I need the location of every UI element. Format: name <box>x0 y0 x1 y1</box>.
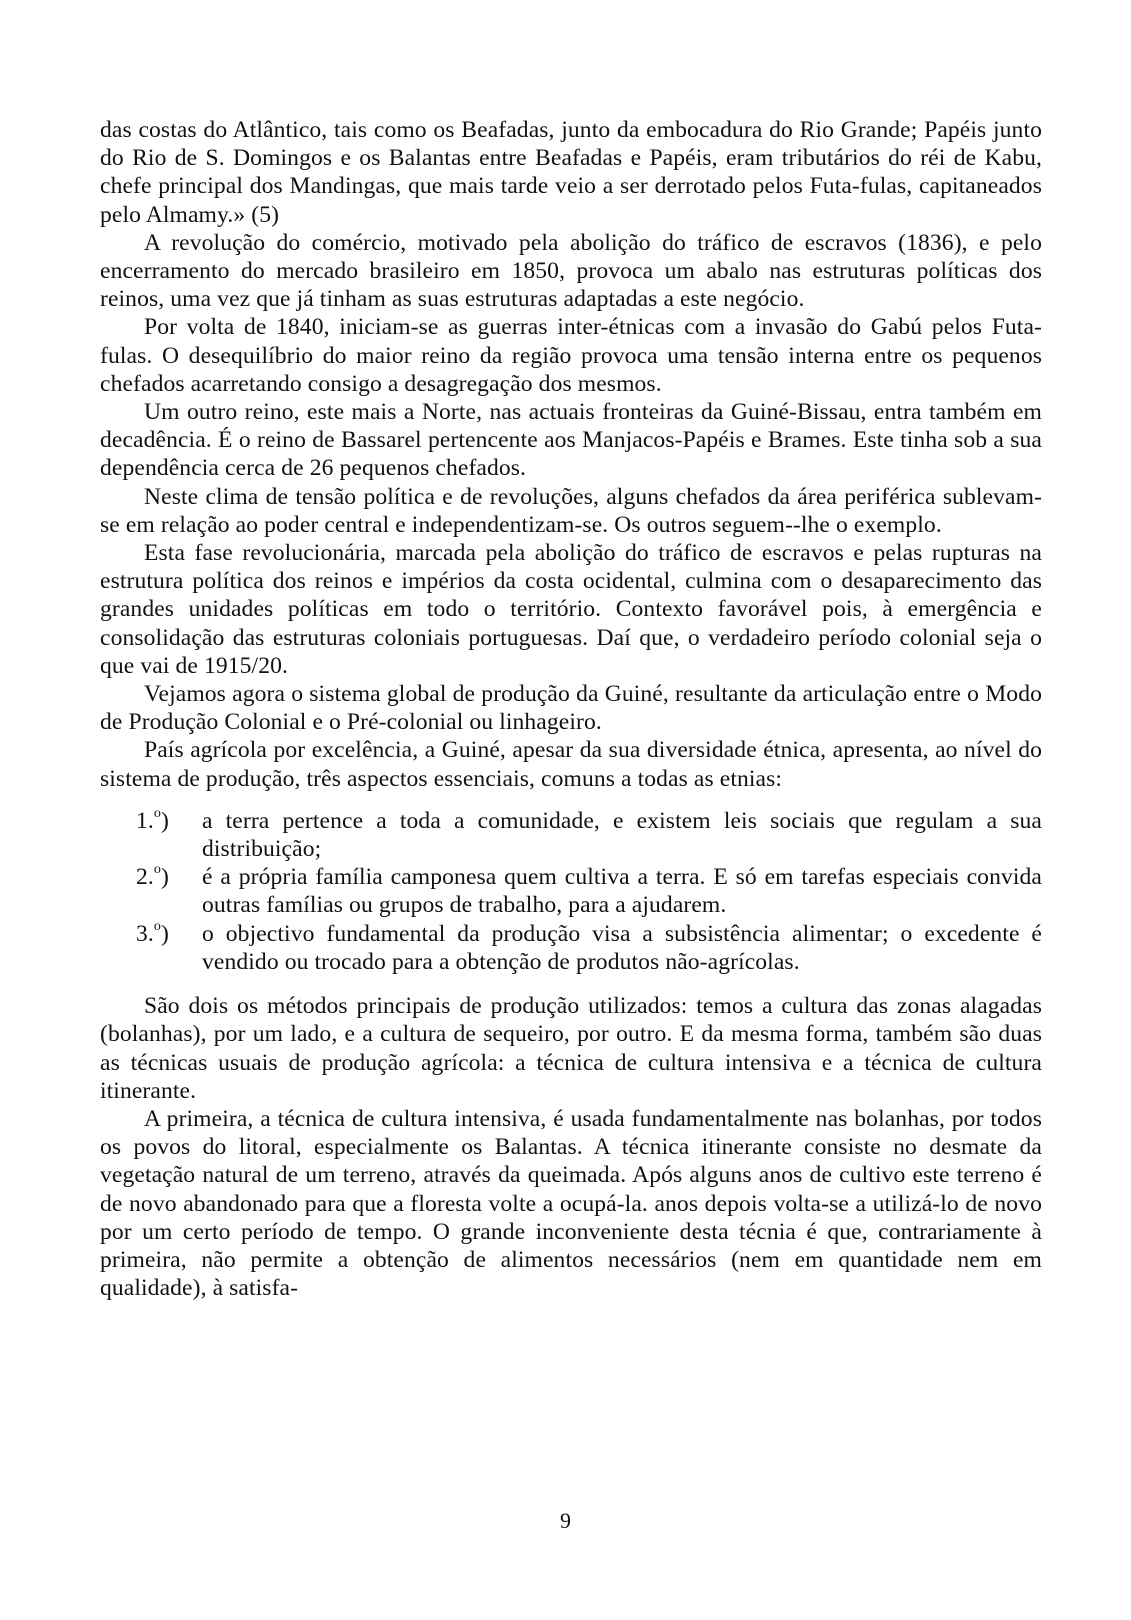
list-item-text: a terra pertence a toda a comunidade, e existem leis sociais que regulam a sua distribuição; <box>202 807 1042 863</box>
list-item-text: o objectivo fundamental da produção visa a subsistência alimentar; o excedente é vendido ou trocado para a obtenção de produtos não-agrícolas. <box>202 920 1042 975</box>
paragraph: São dois os métodos principais de produção utilizados: temos a cultura das zonas alagadas (bolanhas), por um lado, e a cultura de sequeiro, por outro. E da mesma forma, também são duas as técnicas usuais de produção agrícola: a técnica de cultura intensiva e a técnica de cultura itinerante. <box>100 993 1042 1104</box>
list-item-text: é a própria família camponesa quem cultiva a terra. E só em tarefas especiais convida outras famílias ou grupos de trabalho, para a ajudarem. <box>202 864 1042 919</box>
paragraph: Esta fase revolucionária, marcada pela abolição do tráfico de escravos e pelas rupturas na estrutura política dos reinos e impérios da costa ocidental, culmina com o desaparecimento das grandes unidades políticas em todo o território. Contexto favorável pois, à emergência e consolidação das estruturas coloniais portuguesas. Daí que, o verdadeiro período colonial seja o que vai de 1915/20. <box>100 540 1042 679</box>
list-marker: 3.$^o$) <box>136 918 169 947</box>
aspects-list <box>100 807 1042 976</box>
list-marker: 2.$^o$) <box>136 862 169 891</box>
paragraph: Um outro reino, este mais a Norte, nas actuais fronteiras da Guiné-Bissau, entra também em decadência. É o reino de Bassarel pertencente aos Manjacos-Papéis e Brames. Este tinha sob a sua dependência cerca de 26 pequenos chefados. <box>100 399 1042 482</box>
paragraph: País agrícola por excelência, a Guiné, apesar da sua diversidade étnica, apresenta, ao nível do sistema de produção, três aspectos essenciais, comuns a todas as etnias: <box>100 737 1042 792</box>
list-item <box>100 863 1042 919</box>
paragraph: Neste clima de tensão política e de revoluções, alguns chefados da área periférica sublevam-se em relação ao poder central e independentizam-se. Os outros seguem--lhe o exemplo. <box>100 483 1042 538</box>
paragraph: das costas do Atlântico, tais como os Beafadas, junto da embocadura do Rio Grande; Papéis junto do Rio de S. Domingos e os Balantas entre Beafadas e Papéis, eram tributários do réi de Kabu, chefe principal dos Mandingas, que mais tarde veio a ser derrotado pelos Futa-fulas, capitaneados pelo Almamy.» (5) <box>100 117 1042 228</box>
paragraph: Por volta de 1840, iniciam-se as guerras inter-étnicas com a invasão do Gabú pelos Futa-fulas. O desequilíbrio do maior reino da região provoca uma tensão interna entre os pequenos chefados acarretando consigo a desagregação dos mesmos. <box>100 314 1042 397</box>
paragraph: A primeira, a técnica de cultura intensiva, é usada fundamentalmente nas bolanhas, por todos os povos do litoral, especialmente os Balantas. A técnica itinerante consiste no desmate da vegetação natural de um terreno, através da queimada. Após alguns anos de cultivo este terreno é de novo abandonado para que a floresta volte a ocupá-la. anos depois volta-se a utilizá-lo de novo por um certo período de tempo. O grande inconveniente desta técnia é que, contrariamente à primeira, não permite a obtenção de alimentos necessários (nem em quantidade nem em qualidade), à satisfa- <box>100 1105 1042 1302</box>
list-item <box>100 807 1042 863</box>
document-page <box>100 116 1042 1302</box>
paragraph: A revolução do comércio, motivado pela abolição do tráfico de escravos (1836), e pelo encerramento do mercado brasileiro em 1850, provoca um abalo nas estruturas políticas dos reinos, uma vez que já tinham as suas estruturas adaptadas a este negócio. <box>100 229 1042 313</box>
page-number: 9 <box>560 1508 571 1533</box>
list-marker: 1.$^o$) <box>136 806 169 834</box>
paragraph: Vejamos agora o sistema global de produção da Guiné, resultante da articulação entre o Modo de Produção Colonial e o Pré-colonial ou linhageiro. <box>100 681 1042 736</box>
list-item <box>100 920 1042 976</box>
